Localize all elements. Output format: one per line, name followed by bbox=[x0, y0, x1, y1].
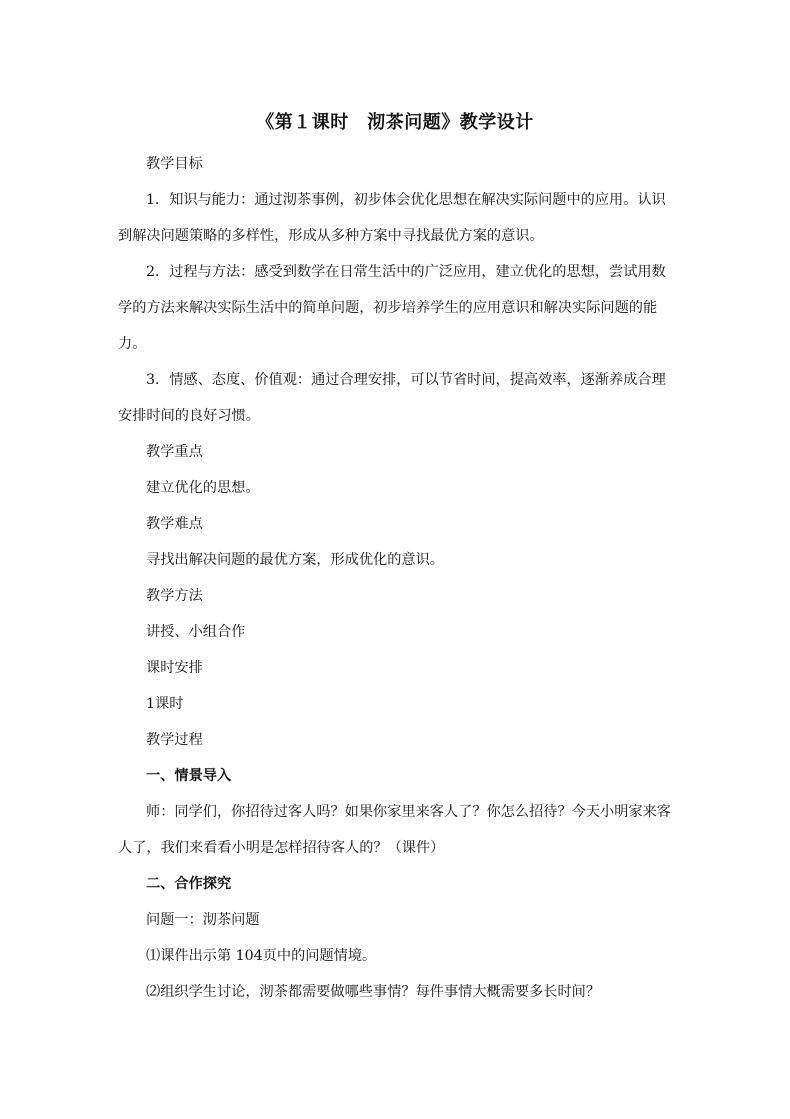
step2-text: ⑵组织学生讨论，沏茶都需要做哪些事情？每件事情大概需要多长时间？ bbox=[146, 984, 601, 1000]
part1-line1: 师：同学们，你招待过客人吗？如果你家里来客人了？你怎么招待？今天小明家来客 bbox=[146, 804, 671, 820]
step1-text: ⑴课件出示第 104页中的问题情境。 bbox=[146, 948, 377, 964]
method-heading: 教学方法 bbox=[146, 588, 203, 604]
key-heading: 教学重点 bbox=[146, 444, 203, 460]
objective2-line2: 学的方法来解决实际生活中的简单问题，初步培养学生的应用意识和解决实际问题的能 bbox=[118, 300, 658, 316]
problem1-text: 问题一：沏茶问题 bbox=[146, 912, 260, 928]
objective3-line2: 安排时间的良好习惯。 bbox=[118, 408, 260, 424]
difficulty-text: 寻找出解决问题的最优方案，形成优化的意识。 bbox=[146, 552, 444, 568]
schedule-heading: 课时安排 bbox=[146, 660, 203, 676]
objective2-line3: 力。 bbox=[118, 336, 147, 352]
schedule-text: 1课时 bbox=[146, 696, 184, 712]
objectives-heading: 教学目标 bbox=[146, 156, 203, 172]
method-text: 讲授、小组合作 bbox=[146, 624, 246, 640]
objective3-line1: 3．情感、态度、价值观：通过合理安排，可以节省时间，提高效率，逐渐养成合理 bbox=[146, 372, 666, 388]
process-heading: 教学过程 bbox=[146, 732, 203, 748]
objective1-line2: 到解决问题策略的多样性，形成从多种方案中寻找最优方案的意识。 bbox=[118, 228, 544, 244]
part1-heading: 一、情景导入 bbox=[146, 768, 232, 784]
part2-heading: 二、合作探究 bbox=[146, 876, 232, 892]
part1-line2: 人了，我们来看看小明是怎样招待客人的？（课件） bbox=[118, 840, 445, 856]
difficulty-heading: 教学难点 bbox=[146, 516, 203, 532]
objective1-line1: 1．知识与能力：通过沏茶事例，初步体会优化思想在解决实际问题中的应用。认识 bbox=[146, 192, 666, 208]
key-text: 建立优化的思想。 bbox=[146, 480, 260, 496]
objective2-line1: 2．过程与方法：感受到数学在日常生活中的广泛应用，建立优化的思想，尝试用数 bbox=[146, 264, 666, 280]
document-title: 《第１课时 沏茶问题》教学设计 bbox=[256, 112, 534, 133]
